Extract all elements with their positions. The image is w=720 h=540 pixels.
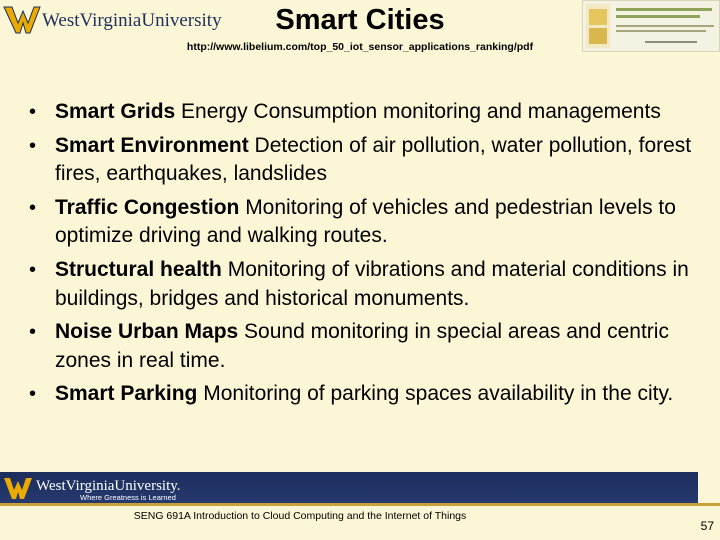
bullet-term: Traffic Congestion xyxy=(55,195,240,219)
bullet-text: Detection of air pollution, water pollution, forest fires, earthquakes, landslides xyxy=(55,133,692,186)
bullet-text: Monitoring of vibrations and material conditions in buildings, bridges and historical monuments. xyxy=(55,257,689,310)
bullet-text: Monitoring of parking spaces availability in the city. xyxy=(197,382,674,406)
page-number: 57 xyxy=(700,519,714,533)
conference-logo-graphic xyxy=(583,1,719,51)
bullet-dot: • xyxy=(29,258,37,281)
bullet-text: Sound monitoring in special areas and centric zones in real time. xyxy=(55,320,669,372)
bullet-dot: • xyxy=(29,196,37,219)
wvu-logo xyxy=(2,3,222,35)
bullet-item xyxy=(0,380,720,409)
bullet-item xyxy=(0,98,720,127)
course-footer: SENG 691A Introduction to Cloud Computing and the Internet of Things xyxy=(133,510,467,522)
bullet-term: Smart Parking xyxy=(55,382,198,406)
bullet-item xyxy=(0,318,720,375)
footer-gold-strip xyxy=(0,503,720,506)
bullet-term: Smart Environment xyxy=(55,133,249,157)
footer-wvu-logo xyxy=(0,472,220,504)
bullet-item xyxy=(0,132,720,189)
bullet-item xyxy=(0,256,720,313)
source-url[interactable]: http://www.libelium.com/top_50_iot_sensor_applications_ranking/pdf xyxy=(186,41,534,53)
conference-logo xyxy=(582,0,720,52)
bullet-dot: • xyxy=(29,383,37,406)
wvu-flying-wv-icon xyxy=(2,3,222,35)
bullet-item xyxy=(0,194,720,251)
bullet-dot: • xyxy=(29,134,37,157)
bullet-text: Energy Consumption monitoring and managements xyxy=(175,100,661,123)
bullet-list xyxy=(0,98,720,414)
bullet-term: Structural health xyxy=(55,257,222,281)
bullet-dot: • xyxy=(29,321,37,344)
bullet-text: Monitoring of vehicles and pedestrian levels to optimize driving and walking routes. xyxy=(55,195,676,248)
footer-logo-text: WestVirginiaUniversity. xyxy=(36,478,181,494)
bullet-term: Noise Urban Maps xyxy=(55,320,239,344)
wvu-logo-text: WestVirginiaUniversity xyxy=(42,10,222,31)
slide-title: Smart Cities xyxy=(275,4,445,36)
bullet-term: Smart Grids xyxy=(55,100,176,123)
footer-tagline: Where Greatness is Learned xyxy=(80,493,176,502)
footer-banner xyxy=(0,472,698,504)
bullet-dot: • xyxy=(29,101,37,123)
